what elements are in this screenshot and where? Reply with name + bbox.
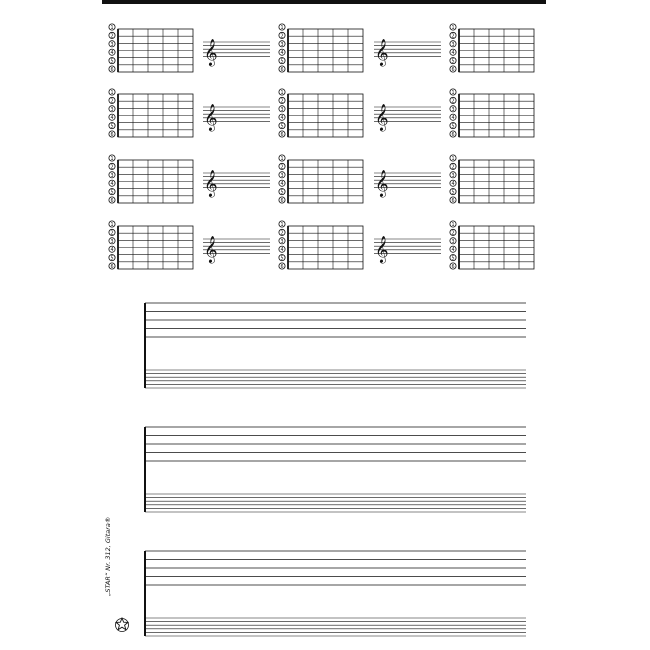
chord-diagram [109,155,193,204]
star-publisher-logo-icon [115,617,129,633]
chord-diagram [109,24,193,73]
chord-diagram [279,221,363,270]
tablature-staff-area [145,303,526,636]
string-number: 3 [451,173,455,179]
string-number: 6 [110,68,114,73]
treble-clef-icon: 𝄞 [375,105,389,131]
treble-staff [374,105,441,132]
top-border [102,0,546,4]
string-number: 3 [110,42,114,48]
string-number: 1 [110,223,114,228]
string-number: 2 [451,231,455,237]
string-number: 4 [280,248,284,254]
string-number: 2 [280,231,284,237]
chord-diagram [279,155,363,204]
string-number: 5 [280,256,284,262]
string-number: 5 [110,124,114,130]
string-number: 2 [110,99,114,105]
string-number: 5 [280,124,284,130]
string-number: 4 [110,248,114,254]
string-number: 3 [110,239,114,245]
string-number: 3 [451,42,455,48]
string-number: 2 [451,34,455,40]
chord-diagram [279,24,363,73]
string-number: 1 [280,26,284,31]
string-number: 4 [110,182,114,188]
string-number: 1 [110,26,114,31]
string-number: 5 [110,190,114,196]
string-number: 6 [110,199,114,204]
string-number: 5 [451,124,455,130]
string-number: 2 [451,99,455,105]
string-number: 6 [110,265,114,270]
string-number: 6 [451,199,455,204]
treble-staff [203,171,270,198]
string-number: 1 [451,26,455,31]
string-number: 2 [280,99,284,105]
treble-staff [374,237,441,264]
treble-staff [374,171,441,198]
treble-clef-icon: 𝄞 [375,171,389,197]
chord-diagram [279,89,363,138]
string-number: 3 [451,107,455,113]
string-number: 1 [110,91,114,96]
treble-staff [203,237,270,264]
string-number: 6 [110,133,114,138]
string-number: 2 [110,231,114,237]
treble-clef-icon: 𝄞 [204,105,218,131]
tab-staff [145,551,526,636]
string-number: 2 [451,165,455,171]
string-number: 1 [280,223,284,228]
treble-staff [374,40,441,67]
string-number: 4 [280,182,284,188]
string-number: 4 [110,116,114,122]
string-number: 6 [451,68,455,73]
string-number: 3 [280,239,284,245]
treble-staff [203,105,270,132]
string-number: 5 [110,59,114,65]
string-number: 4 [451,51,455,57]
string-number: 6 [280,265,284,270]
string-number: 4 [451,116,455,122]
string-number: 3 [110,107,114,113]
treble-clef-icon: 𝄞 [375,40,389,66]
chord-diagram [450,155,534,204]
tab-staff [145,303,526,388]
string-number: 5 [280,59,284,65]
chord-diagram [109,221,193,270]
string-number: 5 [280,190,284,196]
string-number: 4 [280,116,284,122]
string-number: 3 [451,239,455,245]
treble-clef-icon: 𝄞 [204,40,218,66]
string-number: 6 [280,199,284,204]
publisher-label: „STAR“ Nr. 312, Gitara® [104,516,112,596]
string-number: 6 [280,133,284,138]
string-number: 5 [451,190,455,196]
string-number: 4 [451,182,455,188]
chord-diagram-area [109,24,534,270]
string-number: 2 [110,165,114,171]
chord-diagram [109,89,193,138]
string-number: 5 [451,59,455,65]
string-number: 1 [451,223,455,228]
string-number: 2 [280,34,284,40]
treble-staff [203,40,270,67]
treble-clef-icon: 𝄞 [204,237,218,263]
string-number: 1 [110,157,114,162]
tab-staff [145,427,526,512]
string-number: 3 [280,42,284,48]
string-number: 3 [280,173,284,179]
treble-staff-area [203,40,441,264]
string-number: 5 [451,256,455,262]
string-number: 5 [110,256,114,262]
string-number: 6 [451,133,455,138]
string-number: 1 [280,91,284,96]
string-number: 1 [451,91,455,96]
string-number: 4 [110,51,114,57]
chord-diagram [450,24,534,73]
string-number: 6 [280,68,284,73]
string-number: 1 [280,157,284,162]
treble-clef-icon: 𝄞 [204,171,218,197]
string-number: 6 [451,265,455,270]
string-number: 2 [110,34,114,40]
chord-diagram [450,89,534,138]
treble-clef-icon: 𝄞 [375,237,389,263]
string-number: 2 [280,165,284,171]
chord-diagram [450,221,534,270]
string-number: 4 [280,51,284,57]
string-number: 3 [110,173,114,179]
string-number: 4 [451,248,455,254]
string-number: 1 [451,157,455,162]
string-number: 3 [280,107,284,113]
